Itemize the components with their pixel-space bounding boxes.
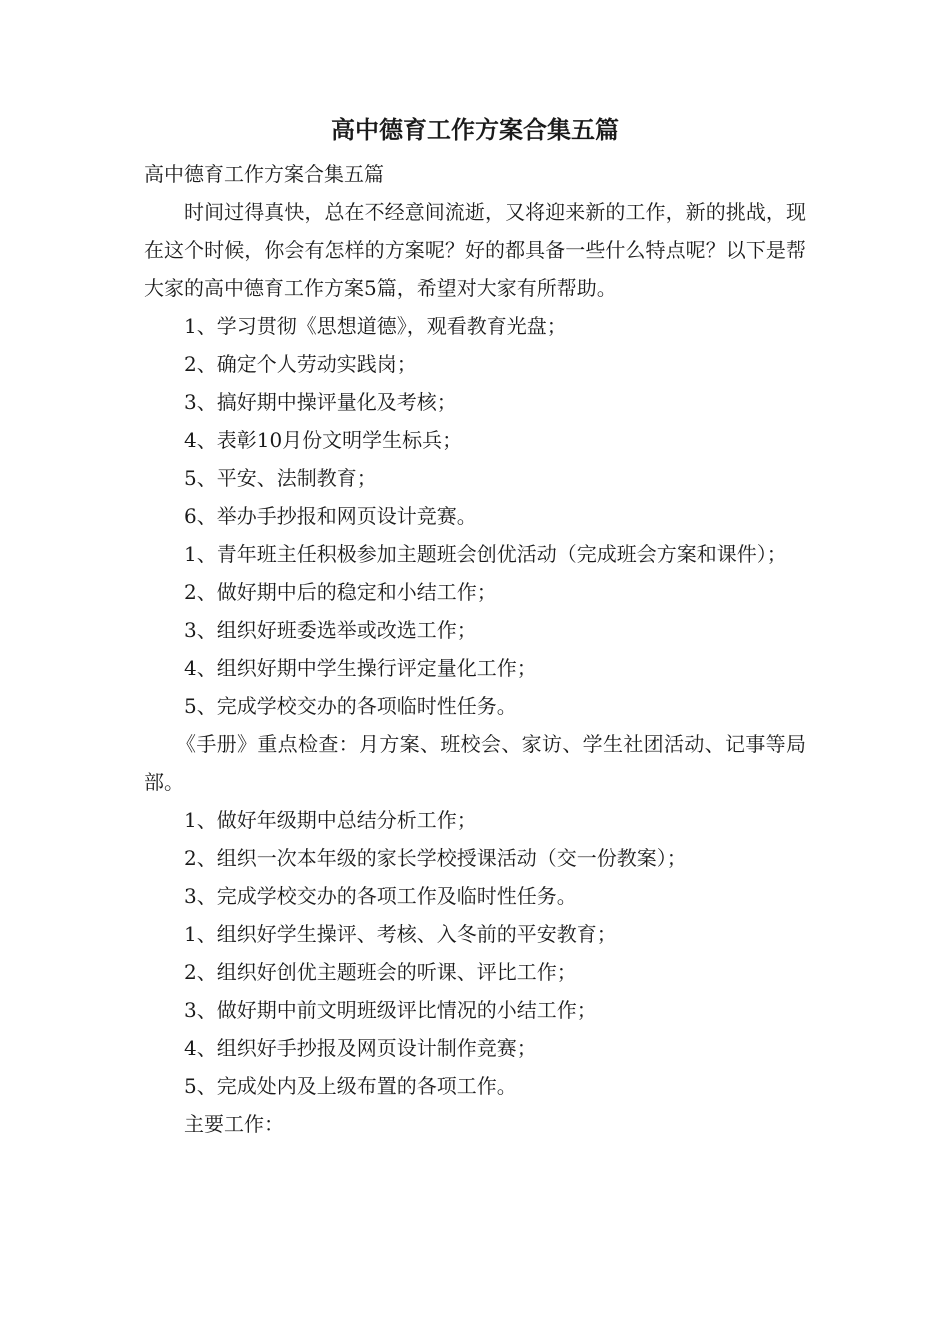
list-item: 2、做好期中后的稳定和小结工作； xyxy=(184,580,497,604)
list-item: 2、确定个人劳动实践岗； xyxy=(184,352,417,376)
list-item: 3、完成学校交办的各项工作及临时性任务。 xyxy=(184,884,577,908)
document-body xyxy=(144,155,806,1143)
handbook-paragraph: 《手册》重点检查：月方案、班校会、家访、学生社团活动、记事等局部。 xyxy=(144,732,806,794)
list-item: 5、完成处内及上级布置的各项工作。 xyxy=(184,1074,517,1098)
list-item: 3、搞好期中操评量化及考核； xyxy=(184,390,457,414)
list-item: 2、组织一次本年级的家长学校授课活动（交一份教案）； xyxy=(184,846,687,870)
list-item: 6、举办手抄报和网页设计竞赛。 xyxy=(184,504,477,528)
list-item: 1、做好年级期中总结分析工作； xyxy=(184,808,477,832)
list-item: 5、平安、法制教育； xyxy=(184,466,377,490)
list-item: 4、表彰10月份文明学生标兵； xyxy=(184,428,463,452)
list-item: 1、青年班主任积极参加主题班会创优活动（完成班会方案和课件）； xyxy=(184,542,787,566)
document-subtitle: 高中德育工作方案合集五篇 xyxy=(144,162,384,186)
list-item: 5、完成学校交办的各项临时性任务。 xyxy=(184,694,517,718)
list-item: 1、学习贯彻《思想道德》，观看教育光盘； xyxy=(184,314,567,338)
list-item: 1、组织好学生操评、考核、入冬前的平安教育； xyxy=(184,922,617,946)
list-item: 4、组织好期中学生操行评定量化工作； xyxy=(184,656,537,680)
intro-paragraph: 时间过得真快，总在不经意间流逝，又将迎来新的工作，新的挑战，现在这个时候，你会有怎样的方案呢？好的都具备一些什么特点呢？以下是帮大家的高中德育工作方案5篇，希望对大家有所帮助。 xyxy=(144,200,806,300)
document-title: 高中德育工作方案合集五篇 xyxy=(331,115,619,144)
list-item: 3、做好期中前文明班级评比情况的小结工作； xyxy=(184,998,597,1022)
list-item: 2、组织好创优主题班会的听课、评比工作； xyxy=(184,960,577,984)
closing-heading: 主要工作： xyxy=(184,1112,284,1136)
list-item: 3、组织好班委选举或改选工作； xyxy=(184,618,477,642)
list-item: 4、组织好手抄报及网页设计制作竞赛； xyxy=(184,1036,537,1060)
